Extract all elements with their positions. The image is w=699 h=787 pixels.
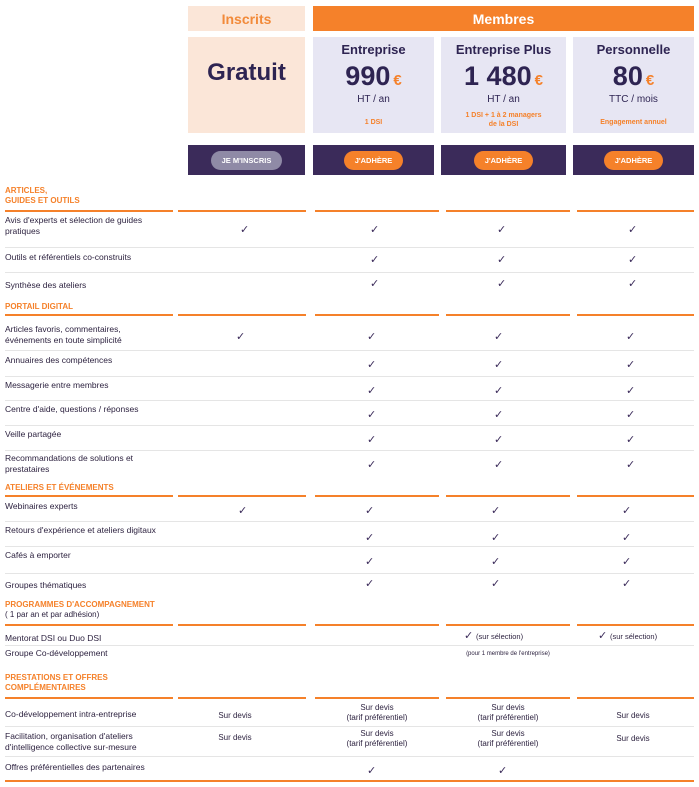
button-band-entreprise [313, 145, 434, 175]
check-icon: ✓ [370, 224, 380, 236]
row-divider [5, 521, 694, 522]
check-icon: ✓ [491, 556, 501, 568]
sur-selection-note: (sur sélection) [610, 632, 658, 641]
check-icon: ✓ [370, 278, 380, 290]
plan-name: Entreprise Plus [455, 42, 552, 57]
feature-label: Groupe Co-développement [5, 648, 108, 658]
check-icon: ✓ [367, 434, 377, 446]
plan-period: HT / an [487, 94, 520, 105]
row-divider [5, 272, 694, 273]
check-icon: ✓ [365, 532, 375, 544]
check-icon: ✓ [365, 578, 375, 590]
plan-card-personnelle [573, 37, 694, 133]
header-inscrits: Inscrits [188, 6, 305, 31]
price-cell: Sur devis (tarif préférentiel) [477, 729, 539, 749]
check-icon: ✓ [497, 224, 507, 236]
check-icon: ✓ [622, 556, 632, 568]
join-entreprise-plus-button[interactable]: J'ADHÈRE [474, 151, 534, 170]
divider [446, 697, 570, 699]
divider [446, 624, 570, 626]
feature-label: Cafés à emporter [5, 550, 71, 560]
bottom-divider [5, 780, 694, 782]
check-icon: ✓ [497, 254, 507, 266]
divider [446, 495, 570, 497]
check-icon: ✓ [367, 409, 377, 421]
divider [577, 495, 694, 497]
plan-name: Personnelle [596, 42, 671, 57]
button-band-free [188, 145, 305, 175]
row-divider [5, 350, 694, 351]
price-cell: Sur devis [218, 733, 252, 742]
divider [178, 210, 306, 212]
plan-card-entreprise-plus [441, 37, 566, 133]
check-icon: ✓ [367, 385, 377, 397]
row-divider [5, 546, 694, 547]
check-icon: ✓ [491, 505, 501, 517]
price-cell: Sur devis (tarif préférentiel) [477, 703, 539, 723]
button-band-personnelle [573, 145, 694, 175]
divider [315, 697, 439, 699]
check-icon: ✓ [494, 331, 504, 343]
divider [577, 697, 694, 699]
price-cell: Sur devis (tarif préférentiel) [346, 729, 408, 749]
header-membres: Membres [313, 6, 694, 31]
check-icon: ✓ [236, 331, 246, 343]
section-title-portail: PORTAIL DIGITAL [5, 302, 73, 311]
sur-selection-note: (sur sélection) [476, 632, 524, 641]
check-icon: ✓ [497, 278, 507, 290]
price-cell: Sur devis (tarif préférentiel) [346, 703, 408, 723]
row-divider [5, 726, 694, 727]
feature-label: Synthèse des ateliers [5, 280, 87, 290]
plan-note-line2: de la DSI [488, 121, 519, 128]
section-title-articles: ARTICLES, GUIDES ET OUTILS [5, 186, 80, 205]
plan-note: 1 DSI [364, 119, 383, 126]
join-entreprise-button[interactable]: J'ADHÈRE [344, 151, 404, 170]
row-divider [5, 400, 694, 401]
divider [5, 314, 173, 316]
plan-price: 1 480 € [464, 61, 543, 91]
check-icon: ✓ [491, 578, 501, 590]
check-icon: ✓ [626, 459, 636, 471]
feature-label: Centre d'aide, questions / réponses [5, 404, 139, 414]
plan-note-line1: 1 DSI + 1 à 2 managers [465, 112, 542, 119]
divider [5, 495, 173, 497]
check-icon: ✓ [494, 434, 504, 446]
row-divider [5, 756, 694, 757]
check-icon: ✓ [626, 434, 636, 446]
check-icon: ✓ [365, 505, 375, 517]
divider [315, 210, 439, 212]
check-icon: ✓ [498, 765, 508, 777]
divider [5, 624, 173, 626]
feature-label: Retours d'expérience et ateliers digitaux [5, 525, 156, 535]
feature-label: Facilitation, organisation d'ateliers d'intelligence collective sur-mesure [5, 731, 137, 753]
divider [446, 210, 570, 212]
feature-label: Webinaires experts [5, 501, 78, 511]
plan-period: HT / an [357, 94, 390, 105]
feature-label: Veille partagée [5, 429, 62, 439]
divider [178, 624, 306, 626]
check-icon: ✓ [464, 630, 474, 642]
check-icon: ✓ [365, 556, 375, 568]
check-icon: ✓ [622, 578, 632, 590]
divider [178, 697, 306, 699]
feature-label: Annuaires des compétences [5, 355, 113, 365]
plan-name: Entreprise [341, 42, 406, 57]
row-divider [5, 376, 694, 377]
feature-label: Co-développement intra-entreprise [5, 709, 137, 719]
check-icon: ✓ [628, 278, 638, 290]
feature-label: Articles favoris, commentaires, événements en toute simplicité [5, 324, 122, 346]
check-icon: ✓ [626, 409, 636, 421]
check-icon: ✓ [598, 630, 608, 642]
divider [178, 495, 306, 497]
check-icon: ✓ [240, 224, 250, 236]
check-icon: ✓ [628, 224, 638, 236]
signup-button[interactable]: JE M'INSCRIS [211, 151, 283, 170]
section-title-prestations: PRESTATIONS ET OFFRES COMPLÉMENTAIRES [5, 673, 108, 692]
check-icon: ✓ [494, 459, 504, 471]
plan-price: 80 € [612, 61, 655, 91]
check-icon: ✓ [622, 532, 632, 544]
check-icon: ✓ [370, 254, 380, 266]
feature-label: Avis d'experts et sélection de guides pratiques [5, 215, 143, 237]
join-personnelle-button[interactable]: J'ADHÈRE [604, 151, 664, 170]
divider [446, 314, 570, 316]
check-icon: ✓ [626, 385, 636, 397]
membre-note: (pour 1 membre de l'entreprise) [466, 651, 550, 657]
plan-note: Engagement annuel [600, 119, 667, 126]
divider [577, 210, 694, 212]
feature-label: Recommandations de solutions et prestataires [5, 453, 134, 475]
price-cell: Sur devis [218, 711, 252, 720]
check-icon: ✓ [628, 254, 638, 266]
check-icon: ✓ [367, 459, 377, 471]
check-icon: ✓ [367, 765, 377, 777]
price-cell: Sur devis [616, 711, 650, 720]
section-title-ateliers: ATELIERS ET ÉVÉNEMENTS [5, 483, 114, 492]
divider [315, 314, 439, 316]
row-divider [5, 645, 694, 646]
check-icon: ✓ [622, 505, 632, 517]
plan-card-entreprise [313, 37, 434, 133]
feature-label: Mentorat DSI ou Duo DSI [5, 633, 102, 643]
divider [5, 210, 173, 212]
check-icon: ✓ [626, 331, 636, 343]
plan-card-free [188, 37, 305, 133]
section-subtitle: ( 1 par an et par adhésion) [5, 610, 100, 619]
check-icon: ✓ [494, 359, 504, 371]
divider [315, 624, 439, 626]
divider [577, 314, 694, 316]
divider [577, 624, 694, 626]
check-icon: ✓ [367, 359, 377, 371]
plan-price: 990 € [345, 61, 402, 91]
check-icon: ✓ [494, 385, 504, 397]
row-divider [5, 573, 694, 574]
price-cell: Sur devis [616, 734, 650, 743]
row-divider [5, 247, 694, 248]
feature-label: Groupes thématiques [5, 580, 87, 590]
divider [315, 495, 439, 497]
divider [5, 697, 173, 699]
row-divider [5, 425, 694, 426]
feature-label: Messagerie entre membres [5, 380, 109, 390]
button-band-entreprise-plus [441, 145, 566, 175]
check-icon: ✓ [491, 532, 501, 544]
check-icon: ✓ [626, 359, 636, 371]
plan-free-price: Gratuit [207, 59, 286, 86]
feature-label: Outils et référentiels co-construits [5, 252, 132, 262]
row-divider [5, 450, 694, 451]
check-icon: ✓ [238, 505, 248, 517]
section-title-programmes: PROGRAMMES D'ACCOMPAGNEMENT ( 1 par an et par adhésion) [5, 600, 155, 619]
check-icon: ✓ [367, 331, 377, 343]
feature-label: Offres préférentielles des partenaires [5, 762, 145, 772]
check-icon: ✓ [494, 409, 504, 421]
plan-period: TTC / mois [609, 94, 658, 105]
divider [178, 314, 306, 316]
